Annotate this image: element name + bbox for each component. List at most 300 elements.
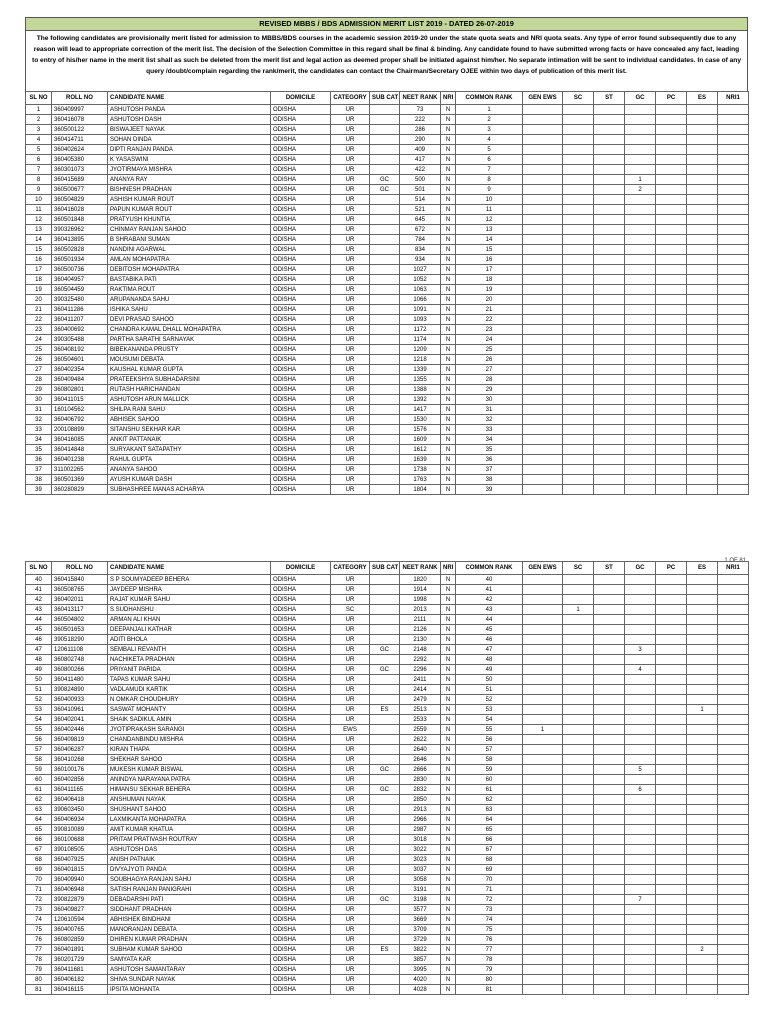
table-cell: GC — [370, 645, 400, 655]
table-cell — [656, 955, 687, 965]
table-cell: N — [441, 835, 456, 845]
table-cell — [523, 735, 563, 745]
table-cell: 62 — [456, 795, 523, 805]
table-cell: UR — [331, 385, 370, 395]
table-cell — [594, 325, 625, 335]
table-cell — [563, 445, 594, 455]
table-cell: N — [441, 885, 456, 895]
table-cell — [687, 325, 718, 335]
table-cell: 25 — [26, 345, 52, 355]
table-cell — [594, 815, 625, 825]
table-cell: N — [441, 925, 456, 935]
column-header: PC — [656, 92, 687, 105]
table-cell — [370, 285, 400, 295]
table-cell — [625, 325, 656, 335]
table-cell — [523, 305, 563, 315]
table-cell: ODISHA — [271, 875, 331, 885]
table-cell — [563, 475, 594, 485]
table-cell — [594, 415, 625, 425]
table-cell — [656, 705, 687, 715]
table-cell — [718, 385, 749, 395]
table-cell: UR — [331, 275, 370, 285]
table-cell — [523, 825, 563, 835]
table-cell — [718, 815, 749, 825]
table-cell: 8 — [26, 175, 52, 185]
table-cell — [594, 655, 625, 665]
table-cell — [563, 235, 594, 245]
merit-table — [25, 561, 749, 995]
table-cell: 2013 — [400, 605, 441, 615]
table-cell — [625, 125, 656, 135]
table-cell: 1063 — [400, 285, 441, 295]
sheet — [25, 17, 748, 495]
table-cell: ODISHA — [271, 985, 331, 995]
table-cell — [563, 685, 594, 695]
table-cell: SHAIK SADIKUL AMIN — [108, 715, 271, 725]
table-cell — [687, 395, 718, 405]
table-cell — [594, 595, 625, 605]
table-cell: 360411165 — [52, 785, 108, 795]
table-cell — [625, 395, 656, 405]
table-cell: 360415840 — [52, 575, 108, 585]
table-row — [26, 865, 749, 875]
table-cell — [656, 455, 687, 465]
table-cell: 3857 — [400, 955, 441, 965]
table-cell: GC — [370, 185, 400, 195]
table-cell: N — [441, 935, 456, 945]
table-cell: 49 — [456, 665, 523, 675]
table-cell: N — [441, 895, 456, 905]
table-cell: ODISHA — [271, 285, 331, 295]
table-cell — [687, 455, 718, 465]
table-cell — [656, 425, 687, 435]
table-cell — [625, 245, 656, 255]
table-cell: 4 — [26, 135, 52, 145]
table-cell — [523, 605, 563, 615]
table-cell: 1218 — [400, 355, 441, 365]
table-cell: N — [441, 595, 456, 605]
table-cell — [656, 655, 687, 665]
table-cell — [563, 985, 594, 995]
table-cell — [523, 595, 563, 605]
table-cell: 77 — [456, 945, 523, 955]
table-cell: UR — [331, 225, 370, 235]
table-cell — [625, 935, 656, 945]
table-cell — [656, 715, 687, 725]
table-cell: 1066 — [400, 295, 441, 305]
column-header: NEET RANK — [400, 562, 441, 575]
table-cell: 360411286 — [52, 305, 108, 315]
table-cell — [594, 855, 625, 865]
table-cell — [625, 485, 656, 495]
table-cell: RAHUL GUPTA — [108, 455, 271, 465]
table-cell: 360802748 — [52, 655, 108, 665]
table-cell — [594, 175, 625, 185]
table-cell — [523, 585, 563, 595]
table-cell: DEEPANJALI KATHAR — [108, 625, 271, 635]
column-header: ROLL NO — [52, 562, 108, 575]
table-cell — [625, 155, 656, 165]
table-cell — [594, 965, 625, 975]
table-cell: 360406948 — [52, 885, 108, 895]
table-cell — [594, 225, 625, 235]
table-cell — [594, 205, 625, 215]
table-cell: 21 — [26, 305, 52, 315]
table-cell: UR — [331, 775, 370, 785]
table-cell: 32 — [456, 415, 523, 425]
table-cell — [625, 945, 656, 955]
table-cell: UR — [331, 465, 370, 475]
table-cell: ODISHA — [271, 275, 331, 285]
table-cell: 360400692 — [52, 325, 108, 335]
table-cell — [718, 445, 749, 455]
table-cell: 3058 — [400, 875, 441, 885]
table-cell — [625, 365, 656, 375]
table-cell: SUBHAM KUMAR SAHOO — [108, 945, 271, 955]
table-cell: UR — [331, 665, 370, 675]
table-cell: ODISHA — [271, 315, 331, 325]
table-cell: 360402624 — [52, 145, 108, 155]
table-row — [26, 975, 749, 985]
table-cell: 360416085 — [52, 435, 108, 445]
table-cell — [625, 165, 656, 175]
table-cell — [718, 115, 749, 125]
table-cell: UR — [331, 935, 370, 945]
table-cell: UR — [331, 585, 370, 595]
table-cell — [718, 655, 749, 665]
table-cell: JAYDEEP MISHRA — [108, 585, 271, 595]
table-cell — [718, 465, 749, 475]
table-cell: 2411 — [400, 675, 441, 685]
table-cell — [563, 775, 594, 785]
table-cell: 290 — [400, 135, 441, 145]
table-cell — [656, 115, 687, 125]
table-cell — [370, 735, 400, 745]
table-cell: 360402856 — [52, 775, 108, 785]
table-cell — [563, 845, 594, 855]
table-row — [26, 105, 749, 115]
table-cell: UR — [331, 245, 370, 255]
table-cell: SURYAKANT SATAPATHY — [108, 445, 271, 455]
table-cell — [370, 315, 400, 325]
table-cell — [656, 735, 687, 745]
table-cell: 27 — [26, 365, 52, 375]
table-cell: ANINDYA NARAYANA PATRA — [108, 775, 271, 785]
table-cell: 360280829 — [52, 485, 108, 495]
table-cell: 46 — [456, 635, 523, 645]
table-cell — [687, 765, 718, 775]
table-cell — [656, 825, 687, 835]
table-cell: 51 — [26, 685, 52, 695]
table-cell: 360404957 — [52, 275, 108, 285]
table-cell: N — [441, 145, 456, 155]
table-cell — [687, 575, 718, 585]
table-cell — [656, 285, 687, 295]
table-cell: UR — [331, 915, 370, 925]
table-cell — [523, 615, 563, 625]
table-cell: 9 — [456, 185, 523, 195]
table-cell: 5 — [625, 765, 656, 775]
table-cell — [563, 315, 594, 325]
table-cell: UR — [331, 195, 370, 205]
table-cell — [523, 325, 563, 335]
table-cell — [656, 845, 687, 855]
table-cell: 63 — [456, 805, 523, 815]
table-cell — [625, 355, 656, 365]
table-cell: 81 — [26, 985, 52, 995]
table-cell — [563, 465, 594, 475]
table-cell — [563, 725, 594, 735]
table-cell — [718, 135, 749, 145]
table-cell — [718, 425, 749, 435]
table-cell: UR — [331, 655, 370, 665]
table-cell: ODISHA — [271, 945, 331, 955]
table-cell: 2559 — [400, 725, 441, 735]
table-cell: N — [441, 955, 456, 965]
table-cell: ODISHA — [271, 655, 331, 665]
table-cell: 390326962 — [52, 225, 108, 235]
table-cell — [718, 325, 749, 335]
table-cell: BISWAJEET NAYAK — [108, 125, 271, 135]
table-cell: 645 — [400, 215, 441, 225]
table-cell — [523, 905, 563, 915]
table-cell — [718, 195, 749, 205]
table-cell: 2913 — [400, 805, 441, 815]
table-cell — [523, 245, 563, 255]
table-cell — [718, 375, 749, 385]
table-row — [26, 925, 749, 935]
table-cell — [625, 715, 656, 725]
table-cell: 71 — [456, 885, 523, 895]
table-cell — [594, 445, 625, 455]
table-cell — [523, 485, 563, 495]
table-cell — [718, 185, 749, 195]
table-cell — [625, 415, 656, 425]
table-cell: 26 — [26, 355, 52, 365]
table-cell: 360416115 — [52, 985, 108, 995]
table-cell: N — [441, 225, 456, 235]
table-cell — [625, 805, 656, 815]
table-cell: 1392 — [400, 395, 441, 405]
table-cell — [625, 695, 656, 705]
table-cell — [687, 725, 718, 735]
table-row — [26, 375, 749, 385]
table-cell — [718, 965, 749, 975]
table-cell: MOUSUMI DEBATA — [108, 355, 271, 365]
table-cell: ODISHA — [271, 725, 331, 735]
table-cell: 40 — [26, 575, 52, 585]
table-cell — [625, 475, 656, 485]
table-cell: UR — [331, 765, 370, 775]
table-cell: ODISHA — [271, 775, 331, 785]
table-cell — [687, 805, 718, 815]
table-cell — [625, 215, 656, 225]
table-cell: 64 — [26, 815, 52, 825]
table-cell — [687, 975, 718, 985]
table-cell: ODISHA — [271, 755, 331, 765]
table-cell: ANSHUMAN NAYAK — [108, 795, 271, 805]
table-cell — [687, 755, 718, 765]
column-header: GEN EWS — [523, 92, 563, 105]
table-cell: N — [441, 365, 456, 375]
table-cell — [687, 775, 718, 785]
table-cell: ODISHA — [271, 595, 331, 605]
table-row — [26, 215, 749, 225]
table-cell: N — [441, 375, 456, 385]
table-cell — [687, 885, 718, 895]
column-header: NRI1 — [718, 562, 749, 575]
table-cell: UR — [331, 745, 370, 755]
table-cell: 61 — [456, 785, 523, 795]
table-cell: 360201729 — [52, 955, 108, 965]
table-cell: 521 — [400, 205, 441, 215]
table-cell: 1914 — [400, 585, 441, 595]
table-cell: NACHIKETA PRADHAN — [108, 655, 271, 665]
table-cell: SATISH RANJAN PANIGRAHI — [108, 885, 271, 895]
table-cell: SASWAT MOHANTY — [108, 705, 271, 715]
table-cell — [523, 185, 563, 195]
table-cell: SHEKHAR SAHOO — [108, 755, 271, 765]
table-cell: 2479 — [400, 695, 441, 705]
table-cell: S P SOUMYADEEP BEHERA — [108, 575, 271, 585]
table-cell: JYOTIPRAKASH SARANGI — [108, 725, 271, 735]
table-cell — [563, 585, 594, 595]
table-cell — [656, 865, 687, 875]
table-cell: ODISHA — [271, 915, 331, 925]
table-cell: 360406287 — [52, 745, 108, 755]
table-cell — [370, 385, 400, 395]
table-cell — [523, 575, 563, 585]
table-cell — [625, 625, 656, 635]
table-cell — [594, 295, 625, 305]
table-cell — [563, 625, 594, 635]
table-cell: UR — [331, 705, 370, 715]
table-cell: UR — [331, 255, 370, 265]
table-cell — [370, 245, 400, 255]
table-cell — [656, 305, 687, 315]
table-cell — [563, 395, 594, 405]
table-cell — [687, 155, 718, 165]
table-cell: ODISHA — [271, 575, 331, 585]
table-cell: ODISHA — [271, 325, 331, 335]
table-row — [26, 345, 749, 355]
table-cell: 78 — [456, 955, 523, 965]
table-cell — [656, 275, 687, 285]
table-cell: ODISHA — [271, 785, 331, 795]
table-cell: ODISHA — [271, 255, 331, 265]
table-cell — [718, 925, 749, 935]
table-cell: 11 — [26, 205, 52, 215]
table-cell: DEBADARSHI PATI — [108, 895, 271, 905]
table-cell — [718, 755, 749, 765]
table-cell — [523, 355, 563, 365]
table-cell: 311002265 — [52, 465, 108, 475]
table-row — [26, 745, 749, 755]
table-cell — [370, 715, 400, 725]
table-cell: 160104562 — [52, 405, 108, 415]
table-cell — [625, 745, 656, 755]
table-cell: 3 — [625, 645, 656, 655]
table-cell — [656, 795, 687, 805]
column-header: SC — [563, 92, 594, 105]
table-row — [26, 955, 749, 965]
table-cell: ODISHA — [271, 445, 331, 455]
table-cell: 35 — [456, 445, 523, 455]
table-cell: 390603450 — [52, 805, 108, 815]
table-cell — [594, 895, 625, 905]
table-cell: N — [441, 355, 456, 365]
table-cell — [563, 205, 594, 215]
table-cell: 3018 — [400, 835, 441, 845]
table-cell: 45 — [456, 625, 523, 635]
table-cell — [625, 875, 656, 885]
column-header: GC — [625, 562, 656, 575]
table-cell: 1052 — [400, 275, 441, 285]
table-cell: UR — [331, 125, 370, 135]
table-cell — [625, 735, 656, 745]
table-cell: 422 — [400, 165, 441, 175]
table-cell: 11 — [456, 205, 523, 215]
table-cell: N — [441, 985, 456, 995]
table-cell: 360409997 — [52, 105, 108, 115]
table-cell — [370, 415, 400, 425]
table-cell: 360402354 — [52, 365, 108, 375]
table-cell — [563, 225, 594, 235]
table-row — [26, 325, 749, 335]
table-cell — [523, 875, 563, 885]
table-cell — [594, 645, 625, 655]
table-cell: N — [441, 455, 456, 465]
table-cell — [656, 245, 687, 255]
table-cell: VADLAMUDI KARTIK — [108, 685, 271, 695]
table-cell — [687, 875, 718, 885]
table-cell: N — [441, 725, 456, 735]
table-cell — [523, 455, 563, 465]
table-cell — [370, 165, 400, 175]
table-cell — [687, 275, 718, 285]
table-cell — [370, 455, 400, 465]
table-cell: 1804 — [400, 485, 441, 495]
table-cell: 58 — [26, 755, 52, 765]
table-cell — [718, 935, 749, 945]
table-cell: UR — [331, 165, 370, 175]
table-cell: SHUSHANT SAHOO — [108, 805, 271, 815]
table-cell: 62 — [26, 795, 52, 805]
table-cell — [656, 385, 687, 395]
table-cell: UR — [331, 345, 370, 355]
table-cell — [656, 315, 687, 325]
table-cell: 360409484 — [52, 375, 108, 385]
table-cell — [523, 435, 563, 445]
table-cell: 36 — [26, 455, 52, 465]
table-cell — [687, 335, 718, 345]
table-cell: ODISHA — [271, 375, 331, 385]
table-cell — [656, 875, 687, 885]
table-cell: 360401815 — [52, 865, 108, 875]
table-cell — [563, 825, 594, 835]
table-cell — [563, 635, 594, 645]
table-cell — [687, 205, 718, 215]
table-cell: 48 — [456, 655, 523, 665]
table-cell — [370, 215, 400, 225]
table-cell: N OMKAR CHOUDHURY — [108, 695, 271, 705]
table-cell: 1093 — [400, 315, 441, 325]
table-cell: ASHUTOSH DAS — [108, 845, 271, 855]
table-cell: UR — [331, 865, 370, 875]
table-row — [26, 945, 749, 955]
table-cell: 63 — [26, 805, 52, 815]
table-cell — [718, 745, 749, 755]
